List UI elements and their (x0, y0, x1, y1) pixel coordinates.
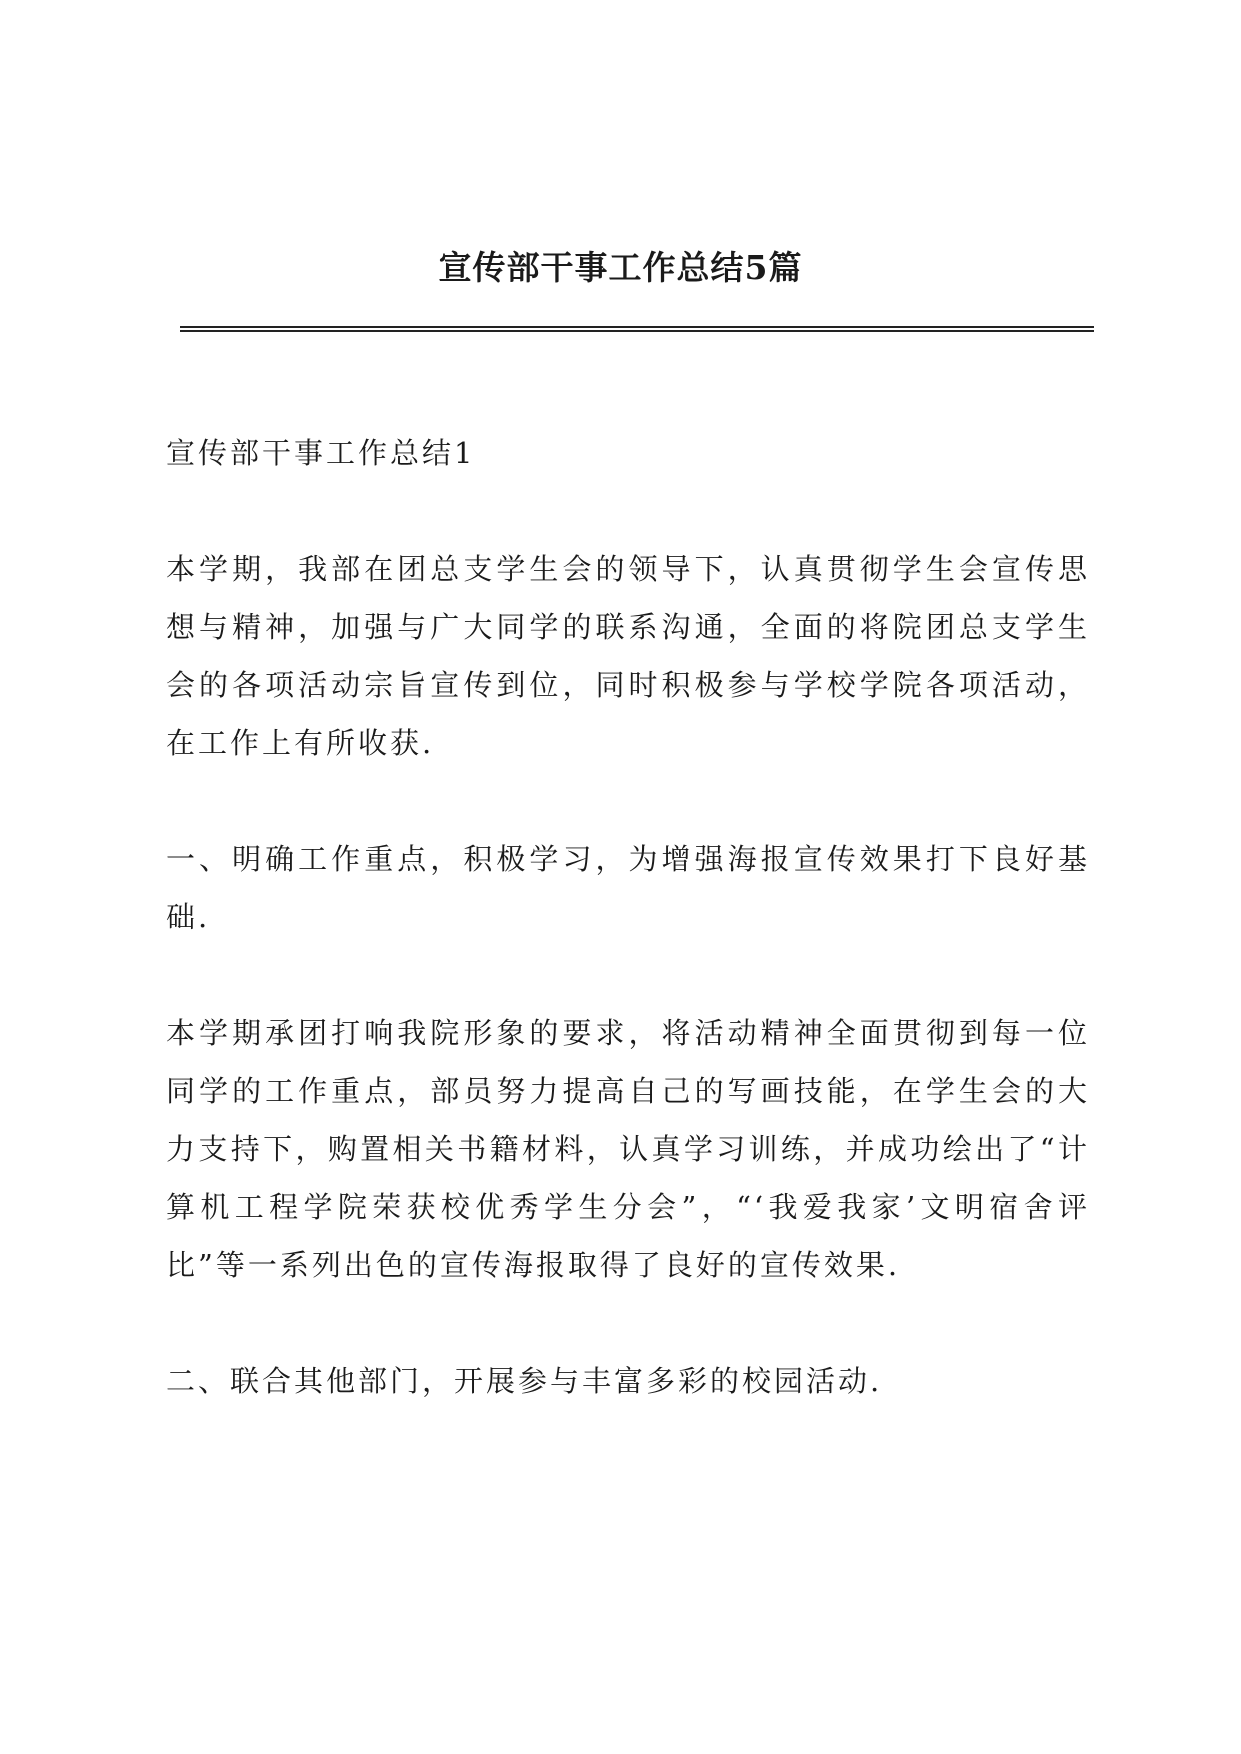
paragraph-point-one: 一、明确工作重点，积极学习，为增强海报宣传效果打下良好基础. (166, 842, 1090, 934)
paragraph-point-two: 二、联合其他部门，开展参与丰富多彩的校园活动. (166, 1364, 883, 1398)
section-heading: 宣传部干事工作总结1 (166, 436, 476, 470)
paragraph-poster-work: 本学期承团打响我院形象的要求，将活动精神全面贯彻到每一位同学的工作重点，部员努力提高自己的写画技能，在学生会的大力支持下，购置相关书籍材料，认真学习训练，并成功绘出了“计算机工程学院荣获校优秀学生分会”，“‘我爱我家’文明宿舍评比”等一系列出色的宣传海报取得了良好的宣传效果. (166, 1016, 1090, 1282)
document-body (166, 424, 1090, 1468)
title-divider (180, 326, 1094, 332)
document-title: 宣传部干事工作总结5篇 (438, 248, 803, 287)
paragraph-intro: 本学期，我部在团总支学生会的领导下，认真贯彻学生会宣传思想与精神，加强与广大同学的联系沟通，全面的将院团总支学生会的各项活动宗旨宣传到位，同时积极参与学校学院各项活动，在工作上有所收获. (166, 552, 1090, 760)
